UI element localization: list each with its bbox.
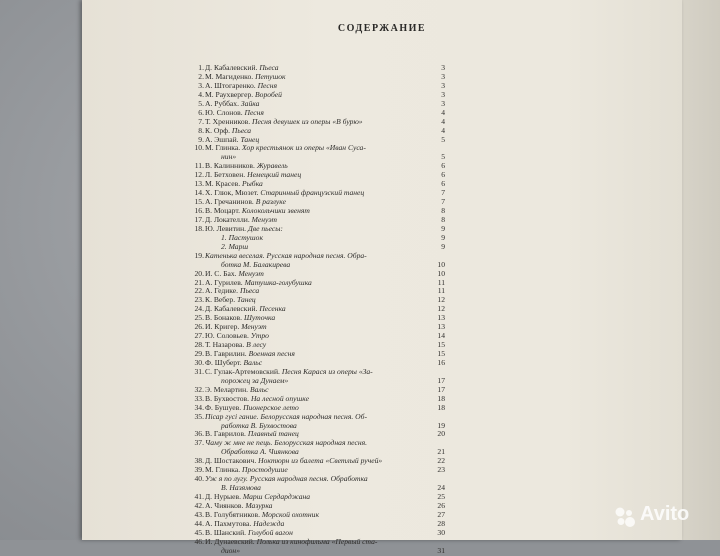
- toc-page-number: 3: [441, 98, 445, 108]
- toc-number: 29.: [194, 349, 204, 358]
- toc-work-title: Плавный танец: [247, 429, 299, 439]
- toc-work-title: Пьеса: [239, 286, 260, 296]
- toc-number: 30.: [194, 357, 204, 367]
- toc-number: 5.: [198, 98, 204, 108]
- toc-author: М. Красев.: [205, 179, 241, 189]
- toc-page-number: 19: [437, 420, 445, 430]
- toc-work-title: Голубой вагон: [247, 527, 293, 537]
- toc-author: В. Калинников.: [205, 161, 255, 171]
- toc-number: 6.: [198, 107, 204, 117]
- toc-page-number: 18: [437, 393, 445, 403]
- toc-author: Д. Нурыев.: [205, 492, 242, 501]
- toc-work-title: Простодушие: [242, 465, 288, 475]
- table-of-contents: [194, 63, 445, 556]
- toc-author: К. Вебер.: [205, 295, 236, 305]
- toc-work-title: Песня девушек из оперы «В бурю»: [252, 116, 363, 126]
- toc-author: Ф. Шуберт.: [205, 357, 242, 367]
- toc-number: 32.: [194, 384, 204, 394]
- toc-author: Т. Хренников.: [205, 116, 251, 126]
- toc-author: В. Бонаков.: [205, 313, 243, 323]
- toc-number: 37.: [194, 438, 204, 448]
- toc-work-title: Утро: [250, 331, 269, 341]
- toc-work-title: Петушок: [255, 71, 286, 81]
- toc-page-number: 9: [441, 223, 445, 233]
- toc-number: 25.: [194, 313, 204, 323]
- toc-work-title: Две пьесы:: [247, 223, 283, 233]
- toc-page-number: 31: [437, 545, 445, 555]
- toc-work-title: В лесу: [246, 340, 267, 350]
- toc-number: 13.: [194, 179, 204, 189]
- toc-author: И. С. Бах.: [205, 268, 237, 278]
- toc-page-number: 23: [437, 465, 445, 475]
- toc-number: 26.: [194, 322, 204, 332]
- toc-page-number: 6: [441, 170, 445, 180]
- toc-work-title: Рыбка: [242, 179, 263, 189]
- toc-work-title: 2. Марш: [221, 241, 249, 251]
- toc-work-title: Полька из кинофильма «Первый ста-: [256, 536, 378, 546]
- toc-number: 34.: [194, 402, 204, 412]
- toc-work-title: Старинный французский танец: [260, 188, 365, 198]
- toc-work-title: Надежда: [253, 518, 285, 528]
- toc-author: В. Гаврилин.: [205, 349, 247, 358]
- page-title: СОДЕРЖАНИЕ: [337, 23, 427, 34]
- toc-author: А. Гедике.: [205, 286, 239, 296]
- toc-page-number: 4: [441, 125, 445, 135]
- toc-author: Ю. Соловьев.: [205, 331, 249, 341]
- toc-work-title: Песня Карася из оперы «За-: [281, 366, 373, 376]
- toc-page-number: 9: [441, 232, 445, 242]
- avito-wordmark: Avito: [640, 503, 690, 525]
- toc-work-title: Менуэт: [238, 268, 264, 278]
- toc-author: А. Эшпай.: [205, 134, 239, 144]
- toc-work-title: Вальс: [249, 384, 269, 394]
- toc-author: Д. Локателли.: [205, 214, 250, 224]
- toc-row: [197, 547, 445, 556]
- toc-author: А. Руббах.: [205, 98, 239, 108]
- toc-author: Э. Мелартин.: [205, 384, 249, 394]
- toc-page-number: 12: [437, 295, 445, 305]
- toc-number: 43.: [194, 509, 204, 519]
- toc-work-title: Уж я по лугу. Русская народная песня. Обработка: [205, 474, 368, 484]
- toc-work-title: Обработка А. Чиянкова: [221, 447, 299, 457]
- toc-page-number: 11: [437, 277, 445, 287]
- toc-work-title: Песня: [244, 107, 264, 117]
- toc-page-number: 11: [437, 286, 445, 296]
- toc-page-number: 3: [441, 80, 445, 90]
- toc-author: Д. Кабалевский.: [205, 304, 258, 314]
- toc-page-number: 21: [437, 447, 445, 457]
- toc-work-title: Пьеса: [259, 63, 279, 72]
- toc-author: А. Штогаренко.: [205, 80, 256, 90]
- toc-number: 19.: [194, 250, 204, 260]
- toc-work-title: Морской охотник: [261, 509, 320, 519]
- toc-author: Ю. Левитин.: [205, 223, 247, 233]
- toc-work-title: Военная песня: [248, 349, 295, 358]
- toc-number: 4.: [198, 89, 204, 99]
- toc-page-number: 17: [437, 384, 445, 394]
- toc-work-title: дион»: [221, 545, 240, 555]
- toc-author: А. Гурилев.: [205, 277, 243, 287]
- toc-page-number: 15: [437, 340, 445, 350]
- toc-page-number: 27: [437, 509, 445, 519]
- toc-number: 2.: [198, 71, 204, 81]
- toc-work-title: Чаму ж мне не пець. Белорусская народная песня.: [205, 438, 368, 448]
- toc-page-number: 8: [441, 214, 445, 224]
- toc-page-number: 17: [437, 375, 445, 385]
- toc-page-number: 3: [441, 63, 445, 72]
- toc-work-title: В. Назямова: [221, 483, 261, 493]
- toc-work-title: Марш Сердарджана: [242, 492, 311, 501]
- toc-work-title: Танец: [240, 134, 260, 144]
- toc-author: В. Бухвостов.: [205, 393, 250, 403]
- toc-page-number: 12: [437, 304, 445, 314]
- toc-work-title: В разлуке: [255, 197, 286, 207]
- toc-page-number: 13: [437, 322, 445, 332]
- toc-work-title: ботка М. Балакирева: [221, 259, 291, 269]
- toc-number: 21.: [194, 277, 204, 287]
- toc-page-number: 20: [437, 429, 445, 439]
- toc-work-title: Менуэт: [251, 214, 277, 224]
- toc-work-title: Вальс: [243, 357, 263, 367]
- toc-number: 10.: [194, 143, 204, 153]
- toc-page-number: 7: [441, 197, 445, 207]
- toc-author: И. Дунаевский.: [205, 536, 255, 546]
- toc-page-number: 30: [437, 527, 445, 537]
- toc-number: 12.: [194, 170, 204, 180]
- toc-number: 31.: [194, 366, 204, 376]
- toc-page-number: 24: [437, 483, 445, 493]
- toc-work-title: Мазурка: [245, 500, 273, 510]
- toc-work-title: Хор крестьянок из оперы «Иван Суса-: [242, 143, 366, 153]
- toc-work-title: Зайка: [240, 98, 260, 108]
- toc-page-number: 5: [441, 134, 445, 144]
- toc-page-number: 16: [437, 357, 445, 367]
- toc-author: И. Кригер.: [205, 322, 240, 332]
- toc-page-number: 3: [441, 71, 445, 81]
- toc-page-number: 15: [437, 349, 445, 358]
- toc-work-title: Матушка-голубушка: [244, 277, 312, 287]
- toc-number: 23.: [194, 295, 204, 305]
- toc-number: 9.: [198, 134, 204, 144]
- toc-number: 41.: [194, 492, 204, 501]
- avito-dots-icon: [614, 506, 636, 528]
- toc-author: С. Гулак-Артемовский.: [205, 366, 280, 376]
- toc-page-number: 4: [441, 107, 445, 117]
- toc-number: 46.: [194, 536, 204, 546]
- toc-number: 1.: [198, 63, 204, 72]
- toc-number: 11.: [194, 161, 204, 171]
- toc-number: 17.: [194, 214, 204, 224]
- toc-page-number: 9: [441, 241, 445, 251]
- toc-page-number: 14: [437, 331, 445, 341]
- toc-number: 15.: [194, 197, 204, 207]
- toc-work-title: Менуэт: [241, 322, 267, 332]
- toc-number: 20.: [194, 268, 204, 278]
- toc-page-number: 10: [437, 268, 445, 278]
- toc-entry: [221, 547, 240, 556]
- toc-page-number: 3: [441, 89, 445, 99]
- toc-page-number: 25: [437, 492, 445, 501]
- toc-work-title: нин»: [221, 152, 237, 162]
- toc-author: Д. Шостакович.: [205, 456, 257, 466]
- toc-work-title: Катенька веселая. Русская народная песня. Обра-: [205, 250, 367, 260]
- toc-number: 45.: [194, 527, 204, 537]
- toc-author: Д. Кабалевский.: [205, 63, 258, 72]
- toc-author: А. Гречанинов.: [205, 197, 254, 207]
- toc-page-number: 28: [437, 518, 445, 528]
- toc-number: 28.: [194, 340, 204, 350]
- toc-author: Ю. Слонов.: [205, 107, 243, 117]
- toc-page-number: 22: [437, 456, 445, 466]
- toc-work-title: Песня: [257, 80, 277, 90]
- toc-page-number: 13: [437, 313, 445, 323]
- toc-work-title: Пісар гусі гание. Белорусская народная песня. Об-: [205, 411, 367, 421]
- toc-work-title: Танец: [237, 295, 256, 305]
- toc-page-number: 6: [441, 179, 445, 189]
- toc-author: М. Глинка.: [205, 465, 241, 475]
- toc-work-title: Воробей: [255, 89, 282, 99]
- toc-author: М. Раухвергер.: [205, 89, 254, 99]
- toc-number: 16.: [194, 206, 204, 215]
- toc-work-title: порожец за Дунаем»: [221, 375, 289, 385]
- toc-work-title: Песенка: [259, 304, 286, 314]
- toc-number: 3.: [198, 80, 204, 90]
- toc-work-title: Журавель: [256, 161, 288, 171]
- toc-number: 18.: [194, 223, 204, 233]
- toc-number: 27.: [194, 331, 204, 341]
- toc-page-number: 5: [441, 152, 445, 162]
- toc-page-number: 26: [437, 500, 445, 510]
- toc-author: В. Шанский.: [205, 527, 247, 537]
- toc-work-title: Колокольчики звенят: [241, 206, 310, 215]
- toc-author: Т. Назарова.: [205, 340, 245, 350]
- toc-author: В. Гаврилов.: [205, 429, 246, 439]
- toc-page-number: 10: [437, 259, 445, 269]
- toc-author: М. Магиденко.: [205, 71, 254, 81]
- toc-author: В. Голубятников.: [205, 509, 260, 519]
- toc-number: 39.: [194, 465, 204, 475]
- toc-work-title: работка В. Бухвостова: [221, 420, 297, 430]
- toc-work-title: Ноктюрн из балета «Светлый ручей»: [258, 456, 383, 466]
- toc-author: В. Моцарт.: [205, 206, 240, 215]
- toc-author: А. Чиянков.: [205, 500, 244, 510]
- toc-number: 44.: [194, 518, 204, 528]
- toc-number: 14.: [194, 188, 204, 198]
- toc-work-title: Немецкий танец: [247, 170, 302, 180]
- toc-author: К. Орф.: [205, 125, 230, 135]
- toc-work-title: Пионерское лето: [243, 402, 299, 412]
- toc-number: 42.: [194, 500, 204, 510]
- toc-author: А. Пахмутова.: [205, 518, 252, 528]
- avito-watermark: [612, 502, 712, 528]
- toc-number: 8.: [198, 125, 204, 135]
- toc-page-number: 6: [441, 161, 445, 171]
- toc-number: 38.: [194, 456, 204, 466]
- toc-work-title: На лесной опушке: [250, 393, 309, 403]
- toc-number: 22.: [194, 286, 204, 296]
- toc-number: 33.: [194, 393, 204, 403]
- toc-number: 24.: [194, 304, 204, 314]
- toc-number: 7.: [198, 116, 204, 126]
- toc-author: Ф. Бушуев.: [205, 402, 242, 412]
- toc-number: 35.: [194, 411, 204, 421]
- toc-author: Л. Бетховен.: [205, 170, 246, 180]
- toc-work-title: Пьеса: [231, 125, 252, 135]
- toc-page-number: 8: [441, 206, 445, 215]
- toc-number: 40.: [194, 474, 204, 484]
- toc-work-title: Шуточка: [243, 313, 276, 323]
- toc-author: Х. Глюк, Мюзет.: [205, 188, 259, 198]
- toc-author: М. Глинка.: [205, 143, 241, 153]
- toc-number: 36.: [194, 429, 204, 439]
- toc-page-number: 4: [441, 116, 445, 126]
- toc-page-number: 7: [441, 188, 445, 198]
- toc-page-number: 18: [437, 402, 445, 412]
- toc-work-title: 1. Пастушок: [221, 232, 263, 242]
